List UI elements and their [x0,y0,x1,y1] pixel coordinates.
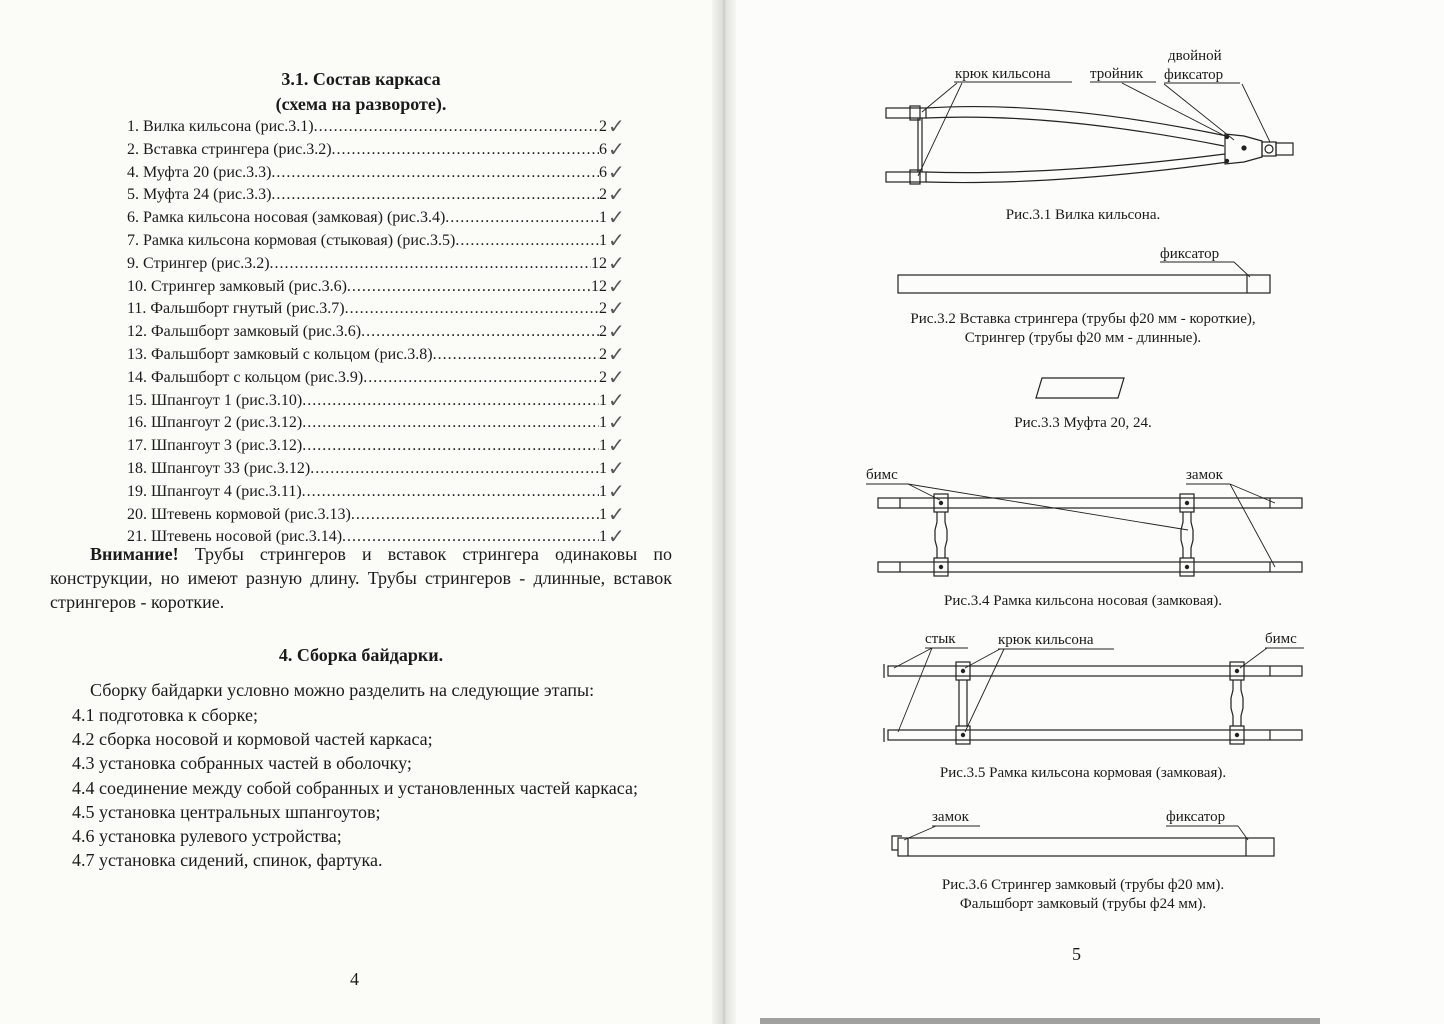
fig4-label-beam: бимс [866,467,898,483]
part-quantity: 2 [599,368,607,386]
part-quantity: 1 [599,482,607,500]
fig2-stringer-drawing [898,262,1270,293]
parts-list-item [127,276,607,299]
leader-dots [302,481,599,504]
leader-dots [347,276,591,299]
check-mark-icon: ✓ [608,319,625,344]
fig5-stern-frame-drawing [884,648,1304,744]
part-quantity: 6 [599,163,607,181]
leader-dots [445,207,599,230]
part-label: 7. Рамка кильсона кормовая (стыковая) (рис.3.5) [127,231,456,249]
fig5-caption: Рис.3.5 Рамка кильсона кормовая (замковая). [939,765,1227,781]
section-title-line2: (схема на развороте). [275,94,447,114]
part-quantity: 2 [599,345,607,363]
fig1-caption: Рис.3.1 Вилка кильсона. [1005,207,1161,223]
leader-dots [302,412,599,435]
part-label: 12. Фальшборт замковый (рис.3.6) [127,323,362,341]
warning-bold: Внимание! [90,544,179,564]
check-mark-icon: ✓ [608,273,625,298]
check-mark-icon: ✓ [608,501,625,526]
check-mark-icon: ✓ [608,228,625,252]
stage-item: 4.4 соединение между собой собранных и установленных частей каркаса; [72,777,638,798]
parts-list-item [127,116,607,139]
fig5-label-joint: стык [925,631,956,647]
leader-dots [351,504,599,527]
section-title-line1: 3.1. Состав каркаса [281,69,441,89]
part-label: 11. Фальшборт гнутый (рис.3.7) [127,300,345,318]
part-label: 16. Шпангоут 2 (рис.3.12) [127,414,303,432]
fig4-caption: Рис.3.4 Рамка кильсона носовая (замковая). [943,593,1222,609]
check-mark-icon: ✓ [608,342,625,366]
check-mark-icon: ✓ [608,387,625,412]
leader-dots [455,230,599,253]
part-label: 19. Шпангоут 4 (рис.3.11) [127,482,302,500]
fig4-bow-frame-drawing [866,484,1302,576]
check-mark-icon: ✓ [608,182,625,207]
part-label: 4. Муфта 20 (рис.3.3) [127,163,272,181]
stage-item: 4.3 установка собранных частей в оболочку; [72,753,412,774]
part-quantity: 1 [599,437,607,455]
part-quantity: 1 [599,505,607,523]
fig1-label-double: двойной [1168,48,1222,64]
parts-list-item [127,481,607,504]
check-mark-icon: ✓ [608,410,625,435]
fig1-label-hook: крюк кильсона [955,66,1051,82]
fig6-label-latch: замок [932,809,969,825]
leader-dots [345,298,599,321]
parts-list-item [127,412,607,435]
right-page [722,0,1444,1024]
part-label: 15. Шпангоут 1 (рис.3.10) [127,391,303,409]
leader-dots [310,458,599,481]
parts-list-item [127,253,607,276]
leader-dots [302,435,599,458]
part-label: 5. Муфта 24 (рис.3.3) [127,186,272,204]
parts-list-item [127,504,607,527]
section4-title: 4. Сборка байдарки. [278,645,444,665]
check-mark-icon: ✓ [608,433,625,458]
part-label: 14. Фальшборт с кольцом (рис.3.9) [127,368,364,386]
leader-dots [270,253,591,276]
parts-list-item [127,321,607,344]
parts-list-item [127,367,607,390]
fig6-lock-stringer-drawing [892,826,1274,856]
parts-list-item [127,184,607,207]
check-mark-icon: ✓ [608,296,625,321]
fig2-caption-line1: Рис.3.2 Вставка стрингера (трубы ф20 мм - короткие), [910,311,1256,327]
page-number-right: 5 [1072,944,1081,964]
scan-edge [760,1018,1320,1024]
check-mark-icon: ✓ [608,478,625,503]
check-mark-icon: ✓ [608,364,625,389]
stage-item: 4.6 установка рулевого устройства; [72,826,342,847]
fig2-label-lock: фиксатор [1160,246,1220,262]
fig2-caption-line2: Стрингер (трубы ф20 мм - длинные). [964,330,1202,346]
stage-item: 4.5 установка центральных шпангоутов; [72,801,381,822]
page-number-left: 4 [350,969,359,989]
part-label: 10. Стрингер замковый (рис.3.6) [127,277,347,295]
part-label: 17. Шпангоут 3 (рис.3.12) [127,437,303,455]
fig6-label-lock: фиксатор [1166,809,1226,825]
part-quantity: 1 [599,209,607,227]
parts-list-item [127,435,607,458]
check-mark-icon: ✓ [608,524,625,549]
leader-dots [363,367,599,390]
warning-paragraph [50,542,672,614]
part-label: 21. Штевень носовой (рис.3.14) [127,528,343,546]
check-mark-icon: ✓ [608,136,625,161]
part-quantity: 12 [591,277,607,295]
part-quantity: 12 [591,254,607,272]
leader-dots [361,321,599,344]
check-mark-icon: ✓ [608,250,625,275]
part-quantity: 1 [599,231,607,249]
check-mark-icon: ✓ [608,456,625,480]
part-label: 1. Вилка кильсона (рис.3.1) [127,118,314,135]
check-mark-icon: ✓ [608,114,625,138]
stage-item: 4.2 сборка носовой и кормовой частей каркаса; [72,729,433,750]
part-label: 2. Вставка стрингера (рис.3.2) [127,140,332,158]
check-mark-icon: ✓ [608,205,625,230]
part-quantity: 2 [599,323,607,341]
part-quantity: 2 [599,118,607,135]
stage-item: 4.1 подготовка к сборке; [72,705,258,725]
part-label: 6. Рамка кильсона носовая (замковая) (рис.3.4) [127,209,446,227]
fig3-coupling-drawing [1036,378,1124,398]
part-quantity: 1 [599,414,607,432]
part-quantity: 2 [599,186,607,204]
parts-list-item [127,344,607,367]
part-quantity: 1 [599,459,607,477]
stages-list [72,703,672,872]
part-quantity: 2 [599,300,607,318]
parts-list-item [127,458,607,481]
fig1-label-tee: тройник [1090,66,1144,82]
part-label: 9. Стрингер (рис.3.2) [127,254,270,272]
part-quantity: 1 [599,528,607,546]
part-quantity: 1 [599,391,607,409]
part-label: 18. Шпангоут 33 (рис.3.12) [127,459,311,477]
stages-intro: Сборку байдарки условно можно разделить на следующие этапы: [90,680,595,700]
part-label: 13. Фальшборт замковый с кольцом (рис.3.8) [127,345,433,363]
part-label: 20. Штевень кормовой (рис.3.13) [127,505,351,523]
stage-item: 4.7 установка сидений, спинок, фартука. [72,850,383,871]
book-fold [712,0,736,1024]
leader-dots [433,344,599,367]
fig5-label-beam: бимс [1265,631,1297,647]
leader-dots [314,116,599,139]
check-mark-icon: ✓ [608,159,625,184]
parts-list-item [127,162,607,185]
part-quantity: 6 [599,140,607,158]
fig1-label-lock: фиксатор [1164,67,1224,83]
fig1-keelson-fork-drawing [886,82,1293,184]
fig4-label-latch: замок [1186,467,1223,483]
fig6-caption-line2: Фальшборт замковый (трубы ф24 мм). [959,896,1207,912]
fig3-caption: Рис.3.3 Муфта 20, 24. [1014,415,1152,431]
parts-list-item [127,207,607,230]
leader-dots [271,162,599,185]
technical-drawings [722,0,1444,1024]
fig6-caption-line1: Рис.3.6 Стрингер замковый (трубы ф20 мм). [941,877,1225,893]
warning-text: Трубы стрингеров и вставок стрингера одинаковы по конструкции, но имеют разную длину. Трубы стрингеров - длинные, вставок стрингеров - короткие. [50,544,672,612]
leader-dots [332,139,599,162]
parts-list-item [127,230,607,253]
leader-dots [271,184,599,207]
parts-list-item [127,298,607,321]
parts-list-item [127,139,607,162]
fig5-label-hook: крюк кильсона [998,632,1094,648]
parts-list [127,116,607,549]
leader-dots [302,390,599,413]
parts-list-item [127,390,607,413]
